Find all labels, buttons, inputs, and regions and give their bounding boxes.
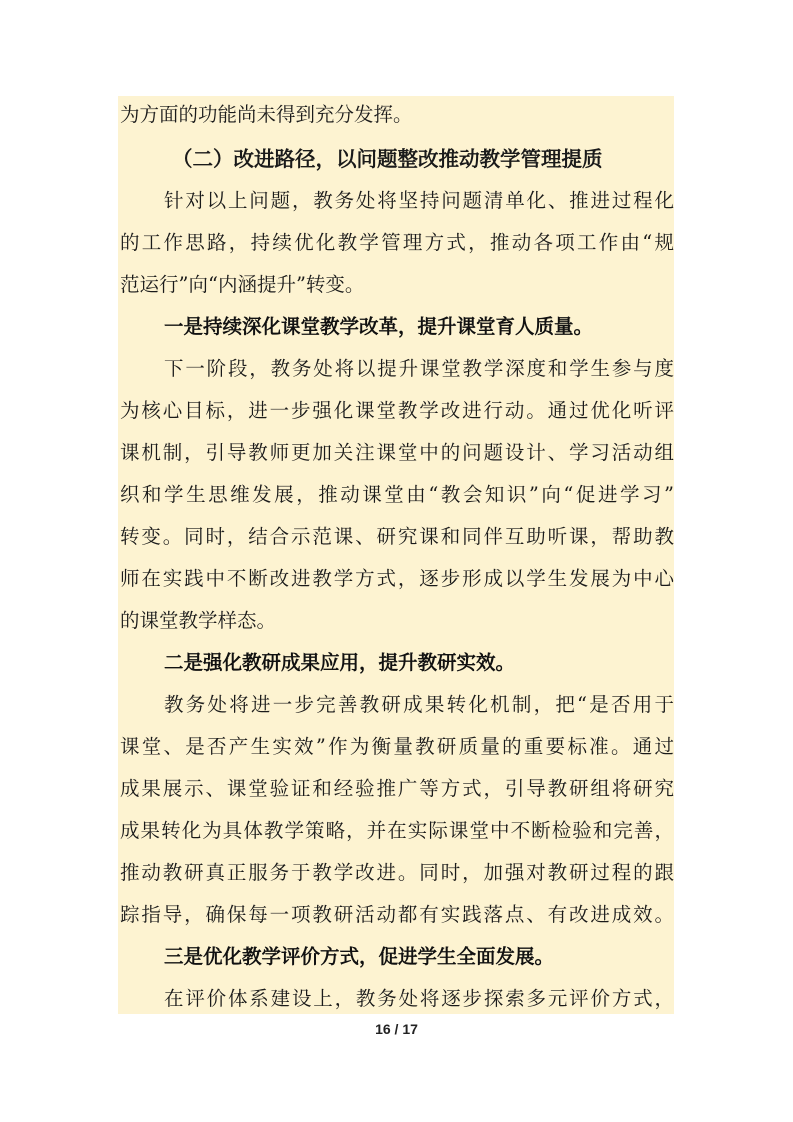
paragraph-line: 的课堂教学样态。 [120, 609, 277, 632]
paragraph-line: 课堂、是否产生实效”作为衡量教研质量的重要标准。通过 [120, 735, 674, 758]
paragraph-line: 织和学生思维发展，推动课堂由“教会知识”向“促进学习” [120, 483, 674, 506]
paragraph-line: 师在实践中不断改进教学方式，逐步形成以学生发展为中心 [120, 567, 674, 590]
paragraph-line: 教务处将进一步完善教研成果转化机制，把“是否用于 [164, 693, 674, 716]
paragraph-line: 下一阶段，教务处将以提升课堂教学深度和学生参与度 [164, 357, 674, 380]
paragraph-line: 针对以上问题，教务处将坚持问题清单化、推进过程化 [164, 189, 674, 212]
paragraph-line: 的工作思路，持续优化教学管理方式，推动各项工作由“规 [120, 231, 674, 254]
paragraph-line: 为核心目标，进一步强化课堂教学改进行动。通过优化听评 [120, 399, 674, 422]
paragraph-line: 转变。同时，结合示范课、研究课和同伴互助听课，帮助教 [120, 525, 674, 548]
text-line: 为方面的功能尚未得到充分发挥。 [120, 103, 413, 126]
paragraph-line: 在评价体系建设上，教务处将逐步探索多元评价方式， [164, 987, 674, 1010]
paragraph-line: 推动教研真正服务于教学改进。同时，加强对教研过程的跟 [120, 861, 674, 884]
page-number: 16 / 17 [375, 1021, 418, 1037]
paragraph-line: 课机制，引导教师更加关注课堂中的问题设计、学习活动组 [120, 441, 674, 464]
paragraph-line: 范运行”向“内涵提升”转变。 [120, 273, 365, 296]
paragraph-line: 踪指导，确保每一项教研活动都有实践落点、有改进成效。 [120, 903, 674, 926]
subheading-three: 三是优化教学评价方式，促进学生全面发展。 [164, 945, 555, 968]
paragraph-line: 成果展示、课堂验证和经验推广等方式，引导教研组将研究 [120, 777, 674, 800]
subheading-two: 二是强化教研成果应用，提升教研实效。 [164, 651, 516, 674]
subheading-one: 一是持续深化课堂教学改革，提升课堂育人质量。 [164, 315, 594, 338]
document-text-panel [118, 96, 674, 1014]
section-heading: （二）改进路径，以问题整改推动教学管理提质 [172, 147, 603, 171]
paragraph-line: 成果转化为具体教学策略，并在实际课堂中不断检验和完善， [120, 819, 674, 842]
